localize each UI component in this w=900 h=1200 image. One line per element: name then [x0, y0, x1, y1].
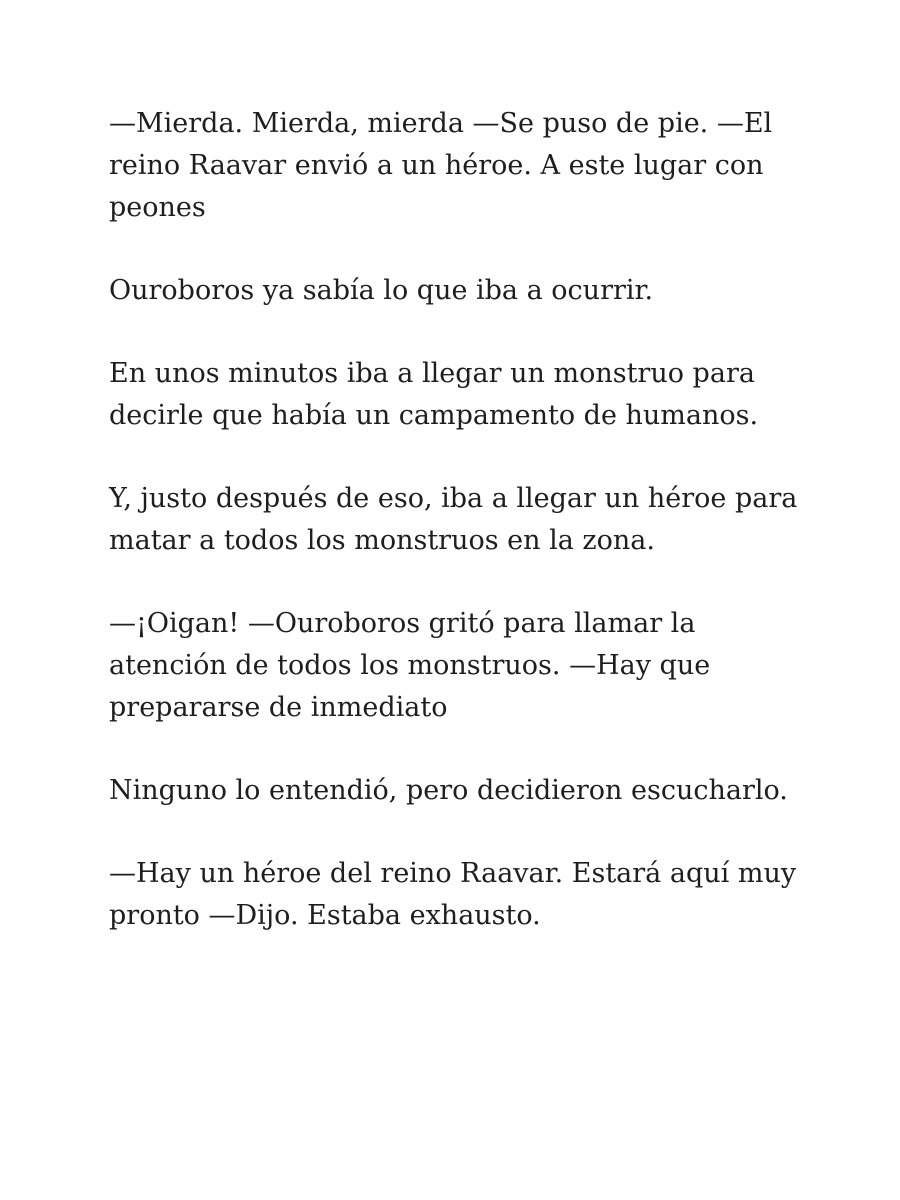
paragraph-5: —¡Oigan! —Ouroboros gritó para llamar la atención de todos los monstruos. —Hay que prepararse de inmediato [109, 608, 711, 723]
paragraph-3: En unos minutos iba a llegar un monstruo para decirle que había un campamento de humanos. [109, 358, 759, 431]
story-text [109, 103, 799, 978]
paragraph-1: —Mierda. Mierda, mierda —Se puso de pie. —El reino Raavar envió a un héroe. A este lugar con peones [109, 108, 773, 223]
paragraph-7: —Hay un héroe del reino Raavar. Estará aquí muy pronto —Dijo. Estaba exhausto. [109, 858, 797, 931]
paragraph-2: Ouroboros ya sabía lo que iba a ocurrir. [109, 275, 654, 306]
paragraph-4: Y, justo después de eso, iba a llegar un héroe para matar a todos los monstruos en la zona. [109, 483, 798, 556]
paragraph-6: Ninguno lo entendió, pero decidieron escucharlo. [109, 775, 788, 806]
